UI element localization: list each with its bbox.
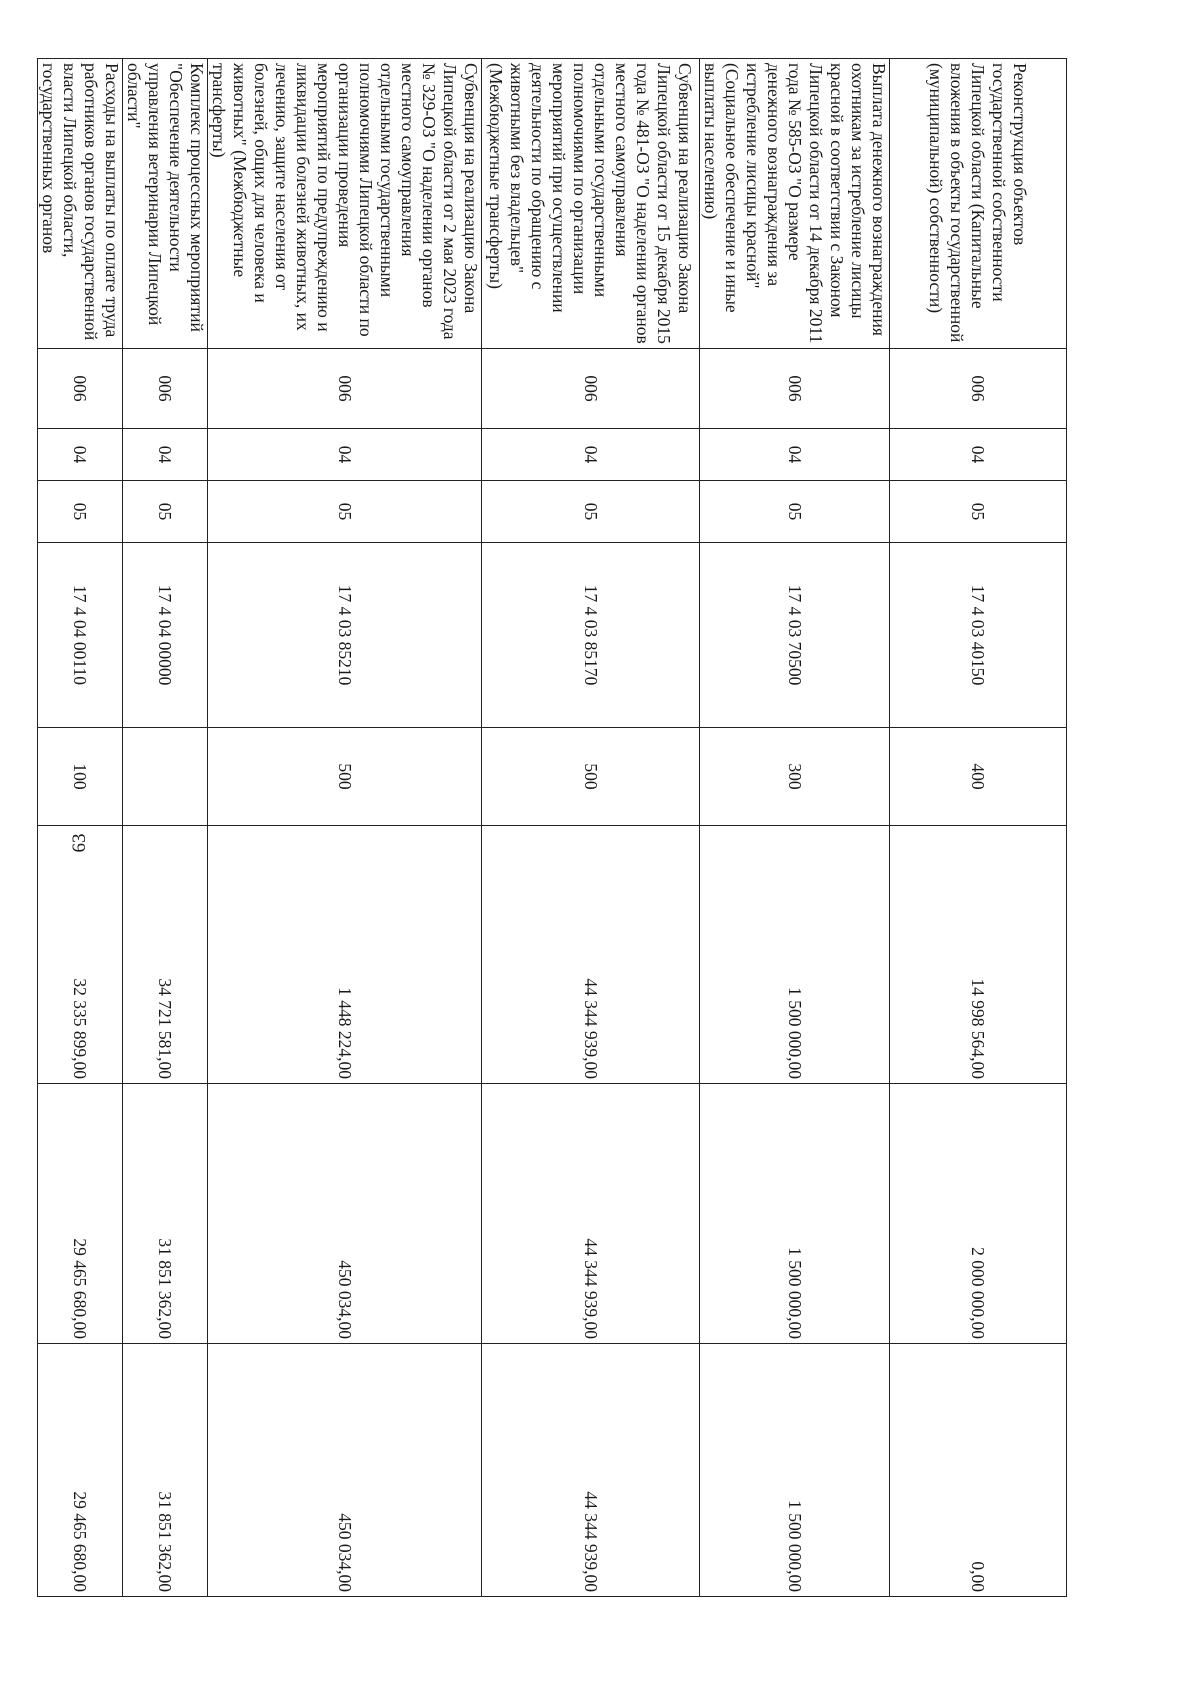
amount-year-3: 29 465 680,00: [38, 1344, 123, 1597]
ministry-code: 006: [123, 349, 208, 429]
subsection-code: 05: [208, 481, 482, 543]
table-row: [890, 59, 1067, 1597]
expense-type-code: [123, 728, 208, 826]
section-code: 04: [123, 429, 208, 481]
amount-year-1: 1 500 000,00: [700, 826, 890, 1084]
ministry-code: 006: [482, 349, 700, 429]
target-article-code: 17 4 03 85170: [482, 543, 700, 728]
amount-year-1: 34 721 581,00: [123, 826, 208, 1084]
ministry-code: 006: [38, 349, 123, 429]
target-article-code: 17 4 03 70500: [700, 543, 890, 728]
subsection-code: 05: [890, 481, 1067, 543]
amount-year-1: 32 335 899,00: [38, 826, 123, 1084]
expense-type-code: 300: [700, 728, 890, 826]
amount-year-3: 1 500 000,00: [700, 1344, 890, 1597]
amount-year-3: 44 344 939,00: [482, 1344, 700, 1597]
amount-year-1: 1 448 224,00: [208, 826, 482, 1084]
target-article-code: 17 4 04 00000: [123, 543, 208, 728]
expense-name: Расходы на выплаты по оплате труда работников органов государственной власти Липецкой области, государственных органов: [38, 59, 123, 349]
amount-year-2: 29 465 680,00: [38, 1084, 123, 1344]
amount-year-1: 14 998 564,00: [890, 826, 1067, 1084]
section-code: 04: [890, 429, 1067, 481]
amount-year-3: 450 034,00: [208, 1344, 482, 1597]
expense-type-code: 500: [208, 728, 482, 826]
amount-year-2: 1 500 000,00: [700, 1084, 890, 1344]
expense-name: Субвенция на реализацию Закона Липецкой области от 2 мая 2023 года № 329-ОЗ "О наделении органов местного самоуправления отдельными государственными полномочиями Липецкой области по организации проведения мероприятий по предупреждению и ликвидации болезней животных, их лечению, защите населения от болезней, общих для человека и животных" (Межбюджетные трансферты): [208, 59, 482, 349]
section-code: 04: [208, 429, 482, 481]
table-row: [700, 59, 890, 1597]
section-code: 04: [38, 429, 123, 481]
ministry-code: 006: [208, 349, 482, 429]
amount-year-2: 44 344 939,00: [482, 1084, 700, 1344]
subsection-code: 05: [482, 481, 700, 543]
expense-type-code: 500: [482, 728, 700, 826]
subsection-code: 05: [123, 481, 208, 543]
amount-year-1: 44 344 939,00: [482, 826, 700, 1084]
ministry-code: 006: [890, 349, 1067, 429]
budget-table: [37, 58, 1067, 1597]
subsection-code: 05: [38, 481, 123, 543]
expense-type-code: 100: [38, 728, 123, 826]
section-code: 04: [482, 429, 700, 481]
expense-name: Реконструкция объектов государственной собственности Липецкой области (Капитальные вложения в объекты государственной (муниципальной) собственности): [890, 59, 1067, 349]
table-row: [482, 59, 700, 1597]
ministry-code: 006: [700, 349, 890, 429]
amount-year-3: 0,00: [890, 1344, 1067, 1597]
amount-year-2: 31 851 362,00: [123, 1084, 208, 1344]
table-row: [123, 59, 208, 1597]
page-number: 63: [69, 833, 90, 853]
table-row: [38, 59, 123, 1597]
expense-name: Комплекс процессных мероприятий "Обеспечение деятельности управления ветеринарии Липецкой области": [123, 59, 208, 349]
target-article-code: 17 4 04 00110: [38, 543, 123, 728]
expense-type-code: 400: [890, 728, 1067, 826]
expense-name: Субвенция на реализацию Закона Липецкой области от 15 декабря 2015 года № 481-ОЗ "О наделении органов местного самоуправления отдельными государственными полномочиями по организации мероприятий при осуществлении деятельности по обращению с животными без владельцев" (Межбюджетные трансферты): [482, 59, 700, 349]
amount-year-3: 31 851 362,00: [123, 1344, 208, 1597]
target-article-code: 17 4 03 85210: [208, 543, 482, 728]
subsection-code: 05: [700, 481, 890, 543]
amount-year-2: 450 034,00: [208, 1084, 482, 1344]
section-code: 04: [700, 429, 890, 481]
table-row: [208, 59, 482, 1597]
target-article-code: 17 4 03 40150: [890, 543, 1067, 728]
expense-name: Выплата денежного вознаграждения охотникам за истребление лисицы красной в соответствии с Законом Липецкой области от 14 декабря 2011 года № 585-ОЗ "О размере денежного вознаграждения за истребление лисицы красной" (Социальное обеспечение и иные выплаты населению): [700, 59, 890, 349]
amount-year-2: 2 000 000,00: [890, 1084, 1067, 1344]
